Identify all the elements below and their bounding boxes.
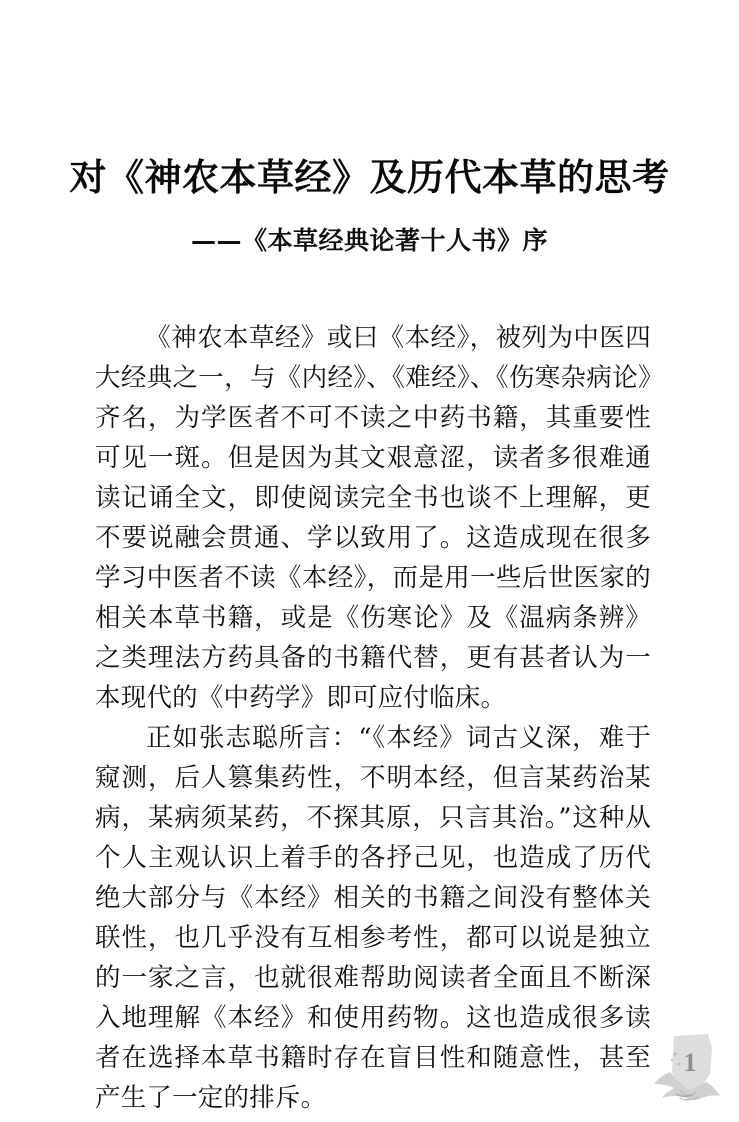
paragraph-1-text: 《神农本草经》或曰《本经》，被列为中医四大经典之一，与《内经》、《难经》、《伤寒杂病论》齐名，为学医者不可不读之中药书籍，其重要性可见一斑。但是因为其文艰意涩，读者多很难通读记诵全文，即使阅读完全书也谈不上理解，更不要说融会贯通、学以致用了。这造成现在很多学习中医者不读《本经》，而是用一些后世医家的相关本草书籍，或是《伤寒论》及《温病条辨》之类理法方药具备的书籍代替，更有甚者认为一本现代的《中药学》即可应付临床。 bbox=[95, 323, 651, 713]
page-number: 1 bbox=[683, 1048, 697, 1077]
page-number-ornament bbox=[650, 1028, 730, 1114]
paragraph-2-text: 正如张志聪所言：“《本经》词古义深，难于窥测，后人篡集药性，不明本经，但言某药治某病，某病须某药，不探其原，只言其治。”这种从个人主观认识上着手的各抒己见，也造成了历代绝大部分与《本经》相关的书籍之间没有整体关联性，也几乎没有互相参考性，都可以说是独立的一家之言，也就很难帮助阅读者全面且不断深入地理解《本经》和使用药物。这也造成很多读者在选择本草书籍时存在盲目性和随意性，甚至产生了一定的排斥。 bbox=[95, 723, 651, 1113]
page-title: 对《神农本草经》及历代本草的思考 bbox=[69, 155, 670, 199]
title-block bbox=[0, 152, 739, 258]
body-text-column bbox=[95, 318, 651, 1118]
paragraph-1 bbox=[95, 318, 651, 718]
page-subtitle: ——《本草经典论著十人书》序 bbox=[190, 226, 548, 255]
paragraph-2 bbox=[95, 718, 651, 1118]
